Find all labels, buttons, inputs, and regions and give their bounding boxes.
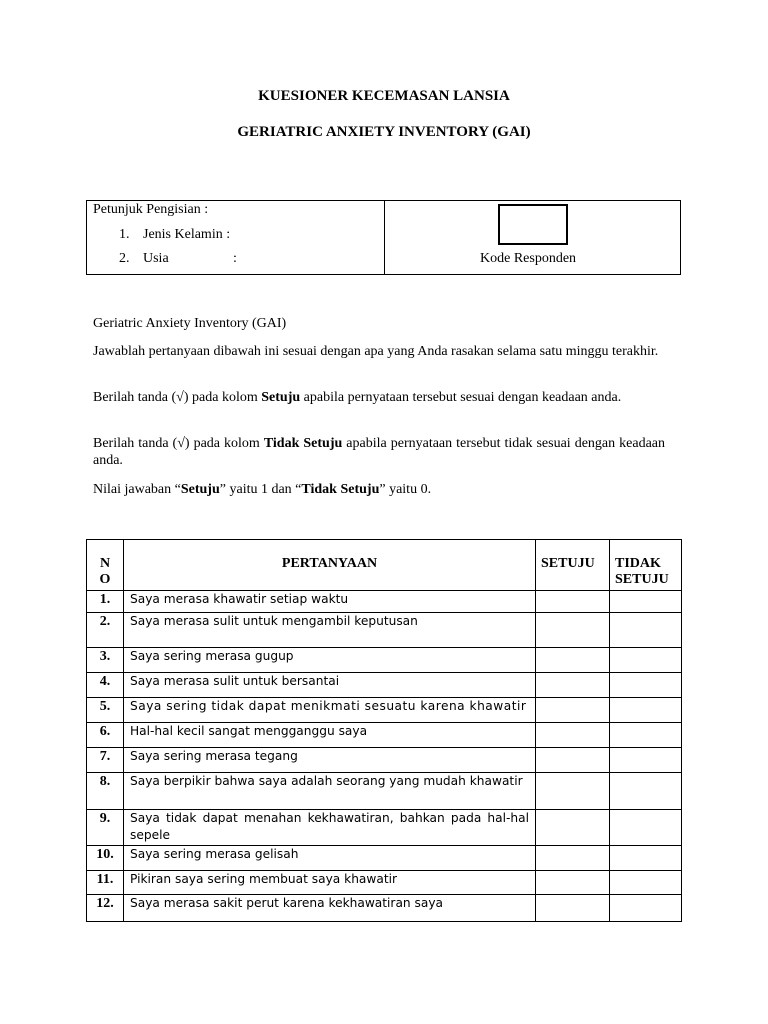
p3-text-pre: Berilah tanda (√) pada kolom [93,436,264,451]
row-question: Saya berpikir bahwa saya adalah seorang yang mudah khawatir [124,773,536,810]
agree-cell[interactable] [536,723,610,748]
instructions-label: Petunjuk Pengisian : [93,202,209,217]
disagree-cell[interactable] [610,846,682,871]
header-disagree-line1: TIDAK [615,556,661,571]
header-agree: SETUJU [536,540,610,591]
row-number: 9. [87,810,124,846]
field-label-gender: Jenis Kelamin : [143,227,231,242]
row-question: Saya sering merasa gelisah [124,846,536,871]
row-question: Saya merasa sakit perut karena kekhawatiran saya [124,895,536,922]
row-number: 4. [87,673,124,698]
header-question: PERTANYAAN [124,540,536,591]
table-row [87,748,682,773]
header-no [87,540,124,591]
table-row [87,846,682,871]
disagree-cell[interactable] [610,748,682,773]
table-row [87,723,682,748]
field-colon-age: : [233,251,237,266]
respondent-code-label: Kode Responden [480,251,577,266]
row-question: Pikiran saya sering membuat saya khawatir [124,871,536,895]
p4-text-e: ” yaitu 0. [379,482,432,497]
table-row [87,810,682,846]
table-row [87,673,682,698]
p2-text-bold: Setuju [261,390,301,405]
agree-cell[interactable] [536,591,610,613]
row-number: 3. [87,648,124,673]
instructions-heading: Geriatric Anxiety Inventory (GAI) [93,316,287,331]
table-row [87,613,682,648]
header-no-line2: O [99,572,111,587]
row-number: 8. [87,773,124,810]
agree-cell[interactable] [536,810,610,846]
table-row [87,648,682,673]
agree-cell[interactable] [536,895,610,922]
agree-cell[interactable] [536,773,610,810]
page-title: KUESIONER KECEMASAN LANSIA [258,88,510,104]
row-number: 12. [87,895,124,922]
row-number: 5. [87,698,124,723]
row-number: 10. [87,846,124,871]
questionnaire-table [86,539,682,922]
row-question: Saya sering merasa tegang [124,748,536,773]
info-box-divider [384,201,385,274]
respondent-code-input[interactable] [498,204,568,245]
agree-cell[interactable] [536,613,610,648]
table-row [87,698,682,723]
p4-text-b: Setuju [180,482,220,497]
agree-cell[interactable] [536,673,610,698]
p3-text-bold: Tidak Setuju [263,436,343,451]
row-number: 7. [87,748,124,773]
table-row [87,591,682,613]
disagree-cell[interactable] [610,698,682,723]
p3-text-post: apabila pernyataan tersebut tidak sesuai dengan keadaan anda. [93,436,666,468]
disagree-cell[interactable] [610,895,682,922]
header-no-line1: N [99,556,111,571]
row-question: Saya merasa sulit untuk mengambil keputusan [124,613,536,648]
row-number: 1. [87,591,124,613]
disagree-cell[interactable] [610,773,682,810]
instructions-paragraph-2 [93,389,665,406]
p4-text-d: Tidak Setuju [301,482,380,497]
agree-cell[interactable] [536,846,610,871]
disagree-cell[interactable] [610,723,682,748]
p4-text-a: Nilai jawaban “ [93,482,181,497]
row-question: Saya sering merasa gugup [124,648,536,673]
field-label-age: Usia [143,251,169,266]
field-number-gender: 1. [119,227,130,242]
table-row [87,895,682,922]
p2-text-pre: Berilah tanda (√) pada kolom [93,390,262,405]
table-row [87,773,682,810]
instructions-paragraph-1: Jawablah pertanyaan dibawah ini sesuai dengan apa yang Anda rasakan selama satu minggu terakhir. [93,344,659,359]
agree-cell[interactable] [536,748,610,773]
agree-cell[interactable] [536,871,610,895]
disagree-cell[interactable] [610,871,682,895]
row-number: 6. [87,723,124,748]
row-question: Saya merasa khawatir setiap waktu [124,591,536,613]
row-question: Saya sering tidak dapat menikmati sesuatu karena khawatir [124,698,536,723]
agree-cell[interactable] [536,648,610,673]
respondent-info-box [86,200,681,275]
page-subtitle: GERIATRIC ANXIETY INVENTORY (GAI) [237,124,531,140]
agree-cell[interactable] [536,698,610,723]
instructions-paragraph-3 [93,435,665,469]
disagree-cell[interactable] [610,673,682,698]
disagree-cell[interactable] [610,613,682,648]
p4-text-c: ” yaitu 1 dan “ [219,482,302,497]
row-number: 11. [87,871,124,895]
disagree-cell[interactable] [610,648,682,673]
disagree-cell[interactable] [610,591,682,613]
row-question: Saya tidak dapat menahan kekhawatiran, bahkan pada hal-hal sepele [124,810,536,846]
header-disagree [610,540,682,591]
row-number: 2. [87,613,124,648]
disagree-cell[interactable] [610,810,682,846]
table-row [87,871,682,895]
table-header-row [87,540,682,591]
scoring-note [93,481,665,498]
p2-text-post: apabila pernyataan tersebut sesuai dengan keadaan anda. [300,390,622,405]
row-question: Hal-hal kecil sangat mengganggu saya [124,723,536,748]
field-number-age: 2. [119,251,130,266]
row-question: Saya merasa sulit untuk bersantai [124,673,536,698]
header-disagree-line2: SETUJU [615,572,669,587]
